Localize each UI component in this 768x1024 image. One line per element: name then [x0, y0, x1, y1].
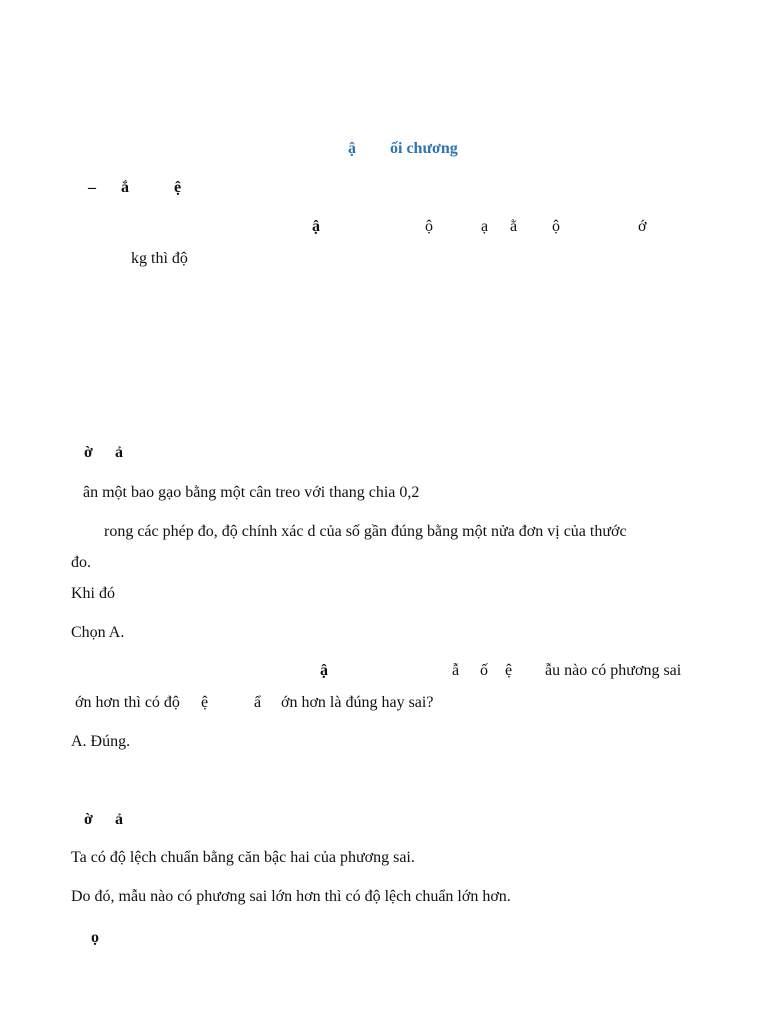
solution1-label-fragment: ả	[115, 444, 123, 461]
solution1-label-fragment: ờ	[84, 444, 93, 461]
question2-fragment: ẫ	[452, 662, 460, 679]
question1-line2: kg thì độ	[131, 250, 188, 267]
section-dash: –	[88, 179, 96, 196]
heading-fragment-left: ậ	[348, 140, 356, 157]
solution2-choice-fragment: ọ	[91, 929, 99, 946]
solution1-choice: Chọn A.	[71, 624, 125, 641]
solution2-line2: Do đó, mẫu nào có phương sai lớn hơn thì có độ lệch chuẩn lớn hơn.	[71, 888, 511, 905]
question2-fragment: ệ	[201, 694, 209, 711]
section-fragment-2: ệ	[174, 179, 182, 196]
section-fragment-1: ắ	[121, 179, 129, 196]
question2-line2-tail: ớn hơn là đúng hay sai?	[281, 694, 434, 711]
solution1-line2: rong các phép đo, độ chính xác d của số gần đúng bằng một nửa đơn vị của thước	[104, 523, 627, 540]
question2-fragment: ậ	[320, 662, 328, 679]
question1-fragment: ậ	[312, 218, 320, 235]
question2-fragment: ẩ	[254, 694, 262, 711]
question2-fragment: ố	[480, 662, 488, 679]
question2-fragment: ệ	[505, 662, 513, 679]
solution2-line1: Ta có độ lệch chuẩn bằng căn bậc hai của phương sai.	[71, 849, 415, 866]
solution2-label-fragment: ờ	[84, 811, 93, 828]
solution1-line1: ân một bao gạo bằng một cân treo với thang chia 0,2	[83, 484, 420, 501]
question2-option-a: A. Đúng.	[71, 733, 131, 750]
question1-fragment: ộ	[552, 218, 560, 235]
question1-fragment: ạ	[481, 218, 489, 235]
solution1-line4: Khi đó	[71, 585, 115, 602]
question1-fragment: ộ	[425, 218, 433, 235]
question1-fragment: ằ	[510, 218, 518, 235]
question2-line2-start: ớn hơn thì có độ	[75, 694, 180, 711]
solution1-line3: đo.	[71, 554, 91, 571]
solution2-label-fragment: ả	[115, 811, 123, 828]
question1-fragment: ớ	[638, 218, 647, 235]
question2-line1-tail: ẫu nào có phương sai	[545, 662, 682, 679]
heading-fragment-right: ối chương	[390, 140, 458, 157]
